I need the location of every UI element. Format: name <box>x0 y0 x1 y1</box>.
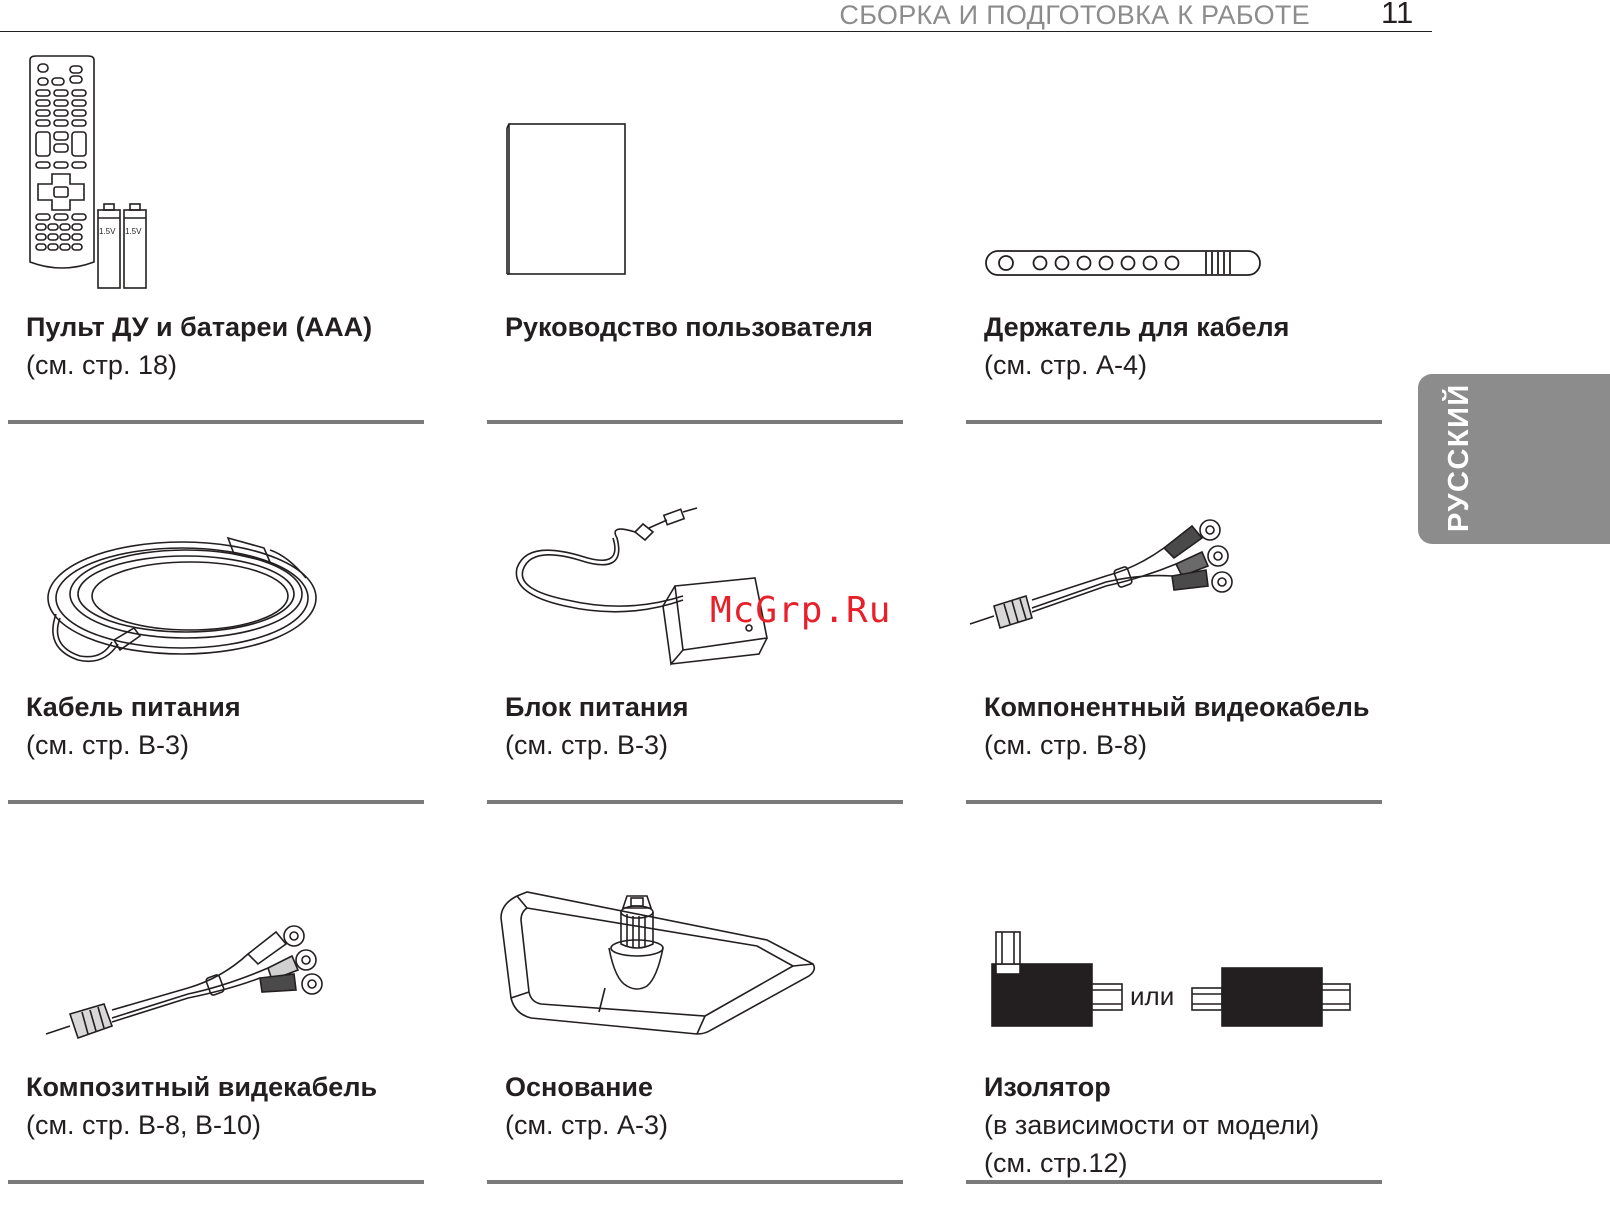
item-reference-2: (см. стр.12) <box>984 1148 1128 1178</box>
manual-book-icon <box>487 48 903 298</box>
item-title: Компонентный видеокабель <box>984 692 1370 722</box>
item-component-cable <box>966 428 1382 808</box>
item-reference: (в зависимости от модели) <box>984 1110 1320 1140</box>
item-divider <box>8 420 424 424</box>
page-number: 11 <box>1381 0 1414 30</box>
header-divider <box>0 31 1432 32</box>
item-reference: (см. стр. B-3) <box>505 730 668 760</box>
item-isolator <box>966 808 1382 1188</box>
item-divider <box>966 800 1382 804</box>
or-label: или <box>1130 981 1175 1011</box>
item-manual <box>487 48 903 428</box>
item-title: Пульт ДУ и батареи (AAA) <box>26 312 373 342</box>
item-reference: (см. стр. 18) <box>26 350 177 380</box>
section-title: СБОРКА И ПОДГОТОВКА К РАБОТЕ <box>839 0 1310 30</box>
cable-holder-icon <box>966 48 1382 298</box>
power-cord-icon <box>8 428 424 678</box>
battery-label-1: 1.5V <box>99 227 116 236</box>
item-reference: (см. стр. B-8) <box>984 730 1147 760</box>
item-remote <box>8 48 424 428</box>
item-divider <box>966 1180 1382 1184</box>
language-tab-label: РУССКИЙ <box>1443 383 1475 532</box>
remote-control-icon <box>8 48 424 298</box>
power-adapter-icon <box>487 428 903 678</box>
item-divider <box>487 1180 903 1184</box>
stand-base-icon <box>487 808 903 1058</box>
isolator-icon <box>966 808 1382 1058</box>
item-stand-base <box>487 808 903 1188</box>
item-divider <box>8 1180 424 1184</box>
item-reference: (см. стр. B-8, B-10) <box>26 1110 261 1140</box>
item-title: Держатель для кабеля <box>984 312 1290 342</box>
item-divider <box>8 800 424 804</box>
item-reference: (см. стр. B-3) <box>26 730 189 760</box>
item-title: Основание <box>505 1072 653 1102</box>
item-divider <box>487 420 903 424</box>
battery-label-2: 1.5V <box>125 227 142 236</box>
item-reference: (см. стр. A-3) <box>505 1110 668 1140</box>
item-composite-cable <box>8 808 424 1188</box>
item-title: Блок питания <box>505 692 689 722</box>
item-divider <box>966 420 1382 424</box>
item-title: Композитный видекабель <box>26 1072 378 1102</box>
item-title: Кабель питания <box>26 692 241 722</box>
component-cable-icon <box>966 428 1382 678</box>
item-power-cord <box>8 428 424 808</box>
item-title: Изолятор <box>984 1072 1111 1102</box>
item-cable-holder <box>966 48 1382 428</box>
watermark: McGrp.Ru <box>710 590 892 631</box>
item-divider <box>487 800 903 804</box>
item-reference: (см. стр. A-4) <box>984 350 1147 380</box>
item-title: Руководство пользователя <box>505 312 873 342</box>
composite-cable-icon <box>8 808 424 1058</box>
